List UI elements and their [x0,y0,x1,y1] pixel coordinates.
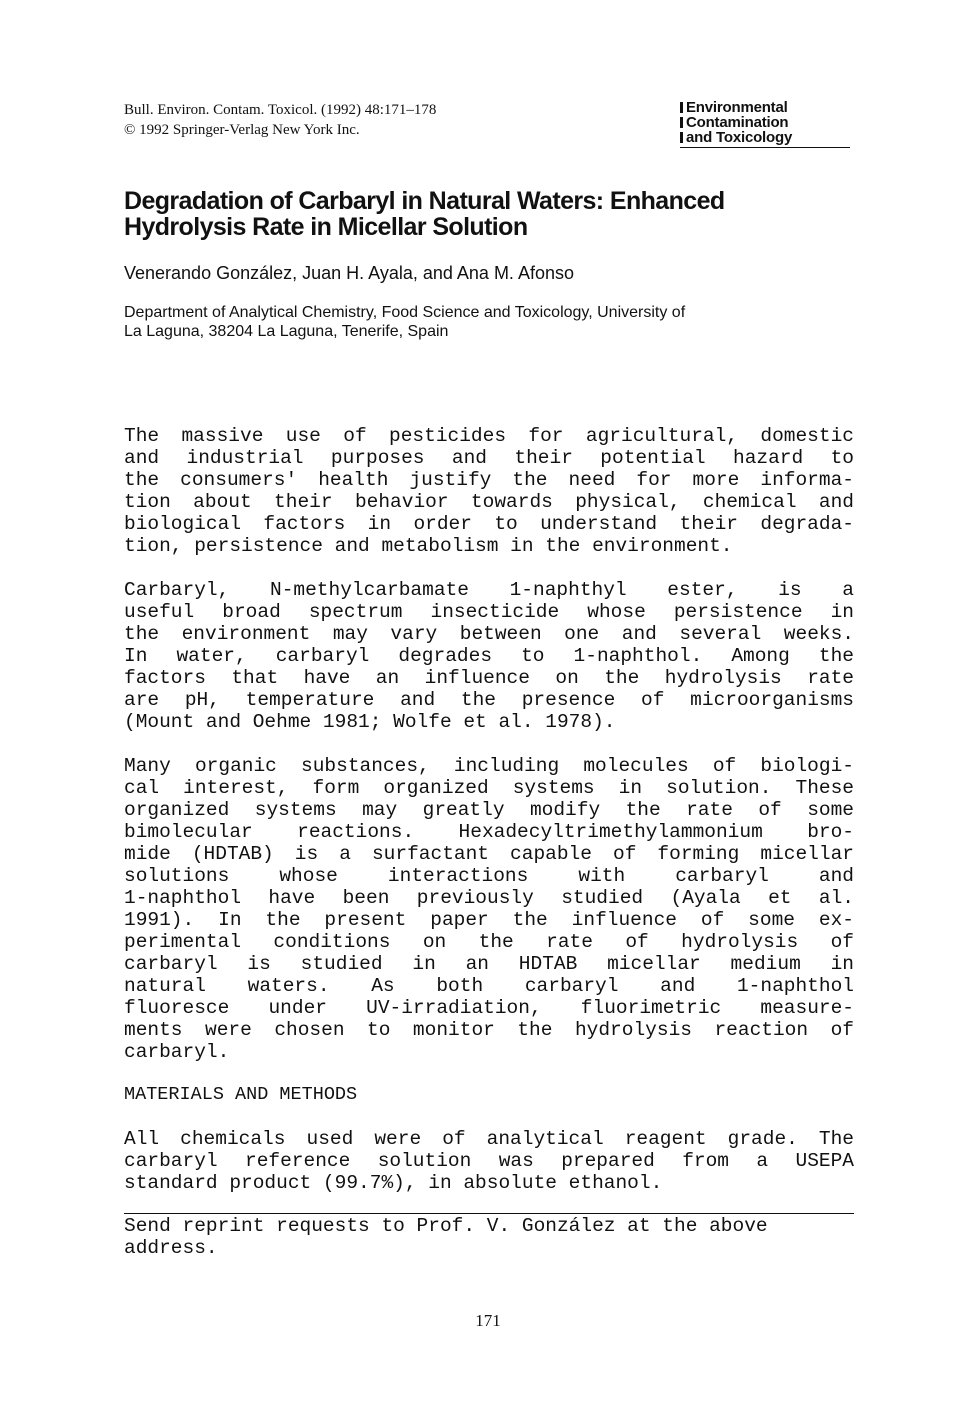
paragraph-materials [124,1128,854,1194]
affiliation-line: Department of Analytical Chemistry, Food Science and Toxicology, University of [124,304,686,321]
text-line: fluoresce under UV-irradiation, fluorimetric measure- [124,997,854,1019]
text-line: tion about their behavior towards physical, chemical and [124,491,854,513]
text-line: carbaryl. [124,1041,230,1063]
text-line: the environment may vary between one and several weeks. [124,623,854,645]
journal-citation: Bull. Environ. Contam. Toxicol. (1992) 48:171–178 [124,102,437,118]
text-line: bimolecular reactions. Hexadecyltrimethylammonium bro- [124,821,854,843]
text-line: and industrial purposes and their potential hazard to [124,447,854,469]
text-line: organized systems may greatly modify the rate of some [124,799,854,821]
text-line: mide (HDTAB) is a surfactant capable of forming micellar [124,843,854,865]
footnote-line: Send reprint requests to Prof. V. González at the above [124,1215,768,1237]
journal-logo [680,100,850,148]
text-line: the consumers' health justify the need for more informa- [124,469,854,491]
text-line: Many organic substances, including molecules of biologi- [124,755,854,777]
text-line: biological factors in order to understand their degrada- [124,513,854,535]
title-line: Hydrolysis Rate in Micellar Solution [124,213,528,241]
title-line: Degradation of Carbaryl in Natural Waters: Enhanced [124,187,725,215]
journal-logo-line: Contamination [680,115,850,130]
text-line: 1-naphthol have been previously studied (Ayala et al. [124,887,854,909]
author-list: Venerando González, Juan H. Ayala, and Ana M. Afonso [124,263,574,283]
footnote-line: address. [124,1237,218,1259]
citation-header [124,100,436,140]
section-heading: MATERIALS AND METHODS [124,1084,358,1105]
text-line: In water, carbaryl degrades to 1-naphthol. Among the [124,645,854,667]
text-line: cal interest, form organized systems in solution. These [124,777,854,799]
paragraph-carbaryl [124,579,854,733]
text-line: tion, persistence and metabolism in the environment. [124,535,733,557]
copyright-notice: © 1992 Springer-Verlag New York Inc. [124,122,360,138]
author-affiliation [124,303,685,341]
text-line: The massive use of pesticides for agricultural, domestic [124,425,854,447]
text-line: useful broad spectrum insecticide whose persistence in [124,601,854,623]
text-line: (Mount and Oehme 1981; Wolfe et al. 1978). [124,711,616,733]
text-line: All chemicals used were of analytical reagent grade. The [124,1128,854,1150]
journal-logo-line: and Toxicology [680,130,850,145]
text-line: are pH, temperature and the presence of microorganisms [124,689,854,711]
footnote-divider [124,1213,854,1214]
paragraph-micellar [124,755,854,1063]
text-line: solutions whose interactions with carbaryl and [124,865,854,887]
text-line: factors that have an influence on the hydrolysis rate [124,667,854,689]
text-line: 1991). In the present paper the influence of some ex- [124,909,854,931]
text-line: natural waters. As both carbaryl and 1-naphthol [124,975,854,997]
paragraph-introduction [124,425,854,557]
text-line: ments were chosen to monitor the hydrolysis reaction of [124,1019,854,1041]
text-line: perimental conditions on the rate of hydrolysis of [124,931,854,953]
text-line: standard product (99.7%), in absolute ethanol. [124,1172,663,1194]
page-number: 171 [475,1311,501,1330]
text-line: carbaryl is studied in an HDTAB micellar medium in [124,953,854,975]
text-line: Carbaryl, N-methylcarbamate 1-naphthyl ester, is a [124,579,854,601]
journal-logo-line: Environmental [680,100,850,115]
footnote [124,1215,854,1259]
text-line: carbaryl reference solution was prepared from a USEPA [124,1150,854,1172]
affiliation-line: La Laguna, 38204 La Laguna, Tenerife, Spain [124,323,449,340]
paper-title [124,188,844,240]
